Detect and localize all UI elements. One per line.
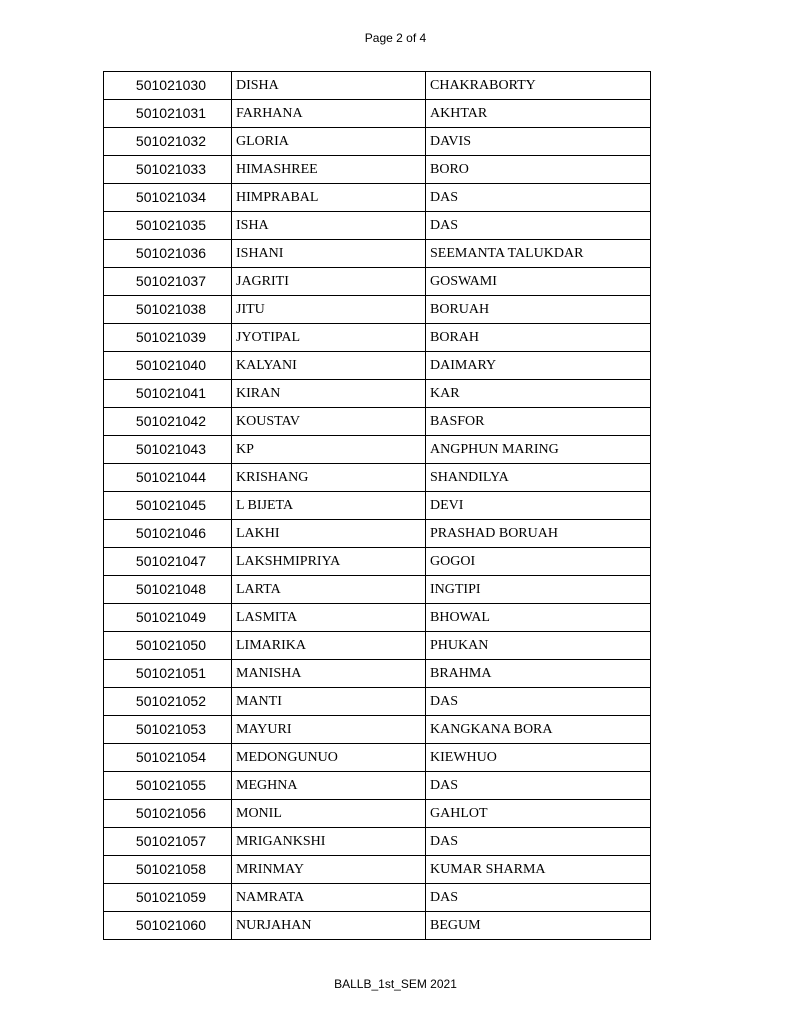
student-table-body [104,72,651,940]
table-row [104,212,651,240]
roll-number-cell: 501021032 [104,128,232,156]
roll-number-cell: 501021059 [104,884,232,912]
table-row [104,520,651,548]
roll-number-cell: 501021043 [104,436,232,464]
last-name-cell: KIEWHUO [426,744,651,772]
roll-number-cell: 501021049 [104,604,232,632]
last-name-cell: GAHLOT [426,800,651,828]
roll-number-cell: 501021052 [104,688,232,716]
table-row [104,464,651,492]
last-name-cell: KANGKANA BORA [426,716,651,744]
table-row [104,548,651,576]
roll-number-cell: 501021038 [104,296,232,324]
last-name-cell: DAIMARY [426,352,651,380]
first-name-cell: JITU [232,296,426,324]
roll-number-cell: 501021047 [104,548,232,576]
roll-number-cell: 501021054 [104,744,232,772]
last-name-cell: BEGUM [426,912,651,940]
table-row [104,800,651,828]
last-name-cell: DAS [426,772,651,800]
last-name-cell: SEEMANTA TALUKDAR [426,240,651,268]
last-name-cell: SHANDILYA [426,464,651,492]
last-name-cell: BORAH [426,324,651,352]
last-name-cell: PHUKAN [426,632,651,660]
first-name-cell: L BIJETA [232,492,426,520]
last-name-cell: DAS [426,212,651,240]
table-row [104,492,651,520]
roll-number-cell: 501021031 [104,100,232,128]
first-name-cell: MRINMAY [232,856,426,884]
first-name-cell: LARTA [232,576,426,604]
table-row [104,100,651,128]
first-name-cell: MANTI [232,688,426,716]
first-name-cell: MRIGANKSHI [232,828,426,856]
first-name-cell: HIMPRABAL [232,184,426,212]
last-name-cell: DAS [426,828,651,856]
first-name-cell: ISHA [232,212,426,240]
roll-number-cell: 501021055 [104,772,232,800]
first-name-cell: ISHANI [232,240,426,268]
table-row [104,268,651,296]
first-name-cell: HIMASHREE [232,156,426,184]
last-name-cell: BORUAH [426,296,651,324]
roll-number-cell: 501021042 [104,408,232,436]
table-row [104,632,651,660]
roll-number-cell: 501021044 [104,464,232,492]
last-name-cell: DAS [426,884,651,912]
first-name-cell: FARHANA [232,100,426,128]
first-name-cell: KP [232,436,426,464]
table-row [104,156,651,184]
roll-number-cell: 501021040 [104,352,232,380]
table-row [104,828,651,856]
first-name-cell: MONIL [232,800,426,828]
roll-number-cell: 501021039 [104,324,232,352]
first-name-cell: LASMITA [232,604,426,632]
roll-number-cell: 501021033 [104,156,232,184]
roll-number-cell: 501021053 [104,716,232,744]
first-name-cell: LAKHI [232,520,426,548]
table-row [104,688,651,716]
roll-number-cell: 501021045 [104,492,232,520]
last-name-cell: KUMAR SHARMA [426,856,651,884]
first-name-cell: LAKSHMIPRIYA [232,548,426,576]
table-row [104,604,651,632]
last-name-cell: GOGOI [426,548,651,576]
last-name-cell: DAS [426,688,651,716]
last-name-cell: BORO [426,156,651,184]
roll-number-cell: 501021056 [104,800,232,828]
roll-number-cell: 501021060 [104,912,232,940]
last-name-cell: CHAKRABORTY [426,72,651,100]
last-name-cell: DAVIS [426,128,651,156]
first-name-cell: KOUSTAV [232,408,426,436]
roll-number-cell: 501021050 [104,632,232,660]
last-name-cell: DEVI [426,492,651,520]
roll-number-cell: 501021046 [104,520,232,548]
table-row [104,576,651,604]
first-name-cell: LIMARIKA [232,632,426,660]
roll-number-cell: 501021041 [104,380,232,408]
first-name-cell: JYOTIPAL [232,324,426,352]
roll-number-cell: 501021036 [104,240,232,268]
table-row [104,184,651,212]
first-name-cell: KIRAN [232,380,426,408]
first-name-cell: KRISHANG [232,464,426,492]
roll-number-cell: 501021057 [104,828,232,856]
first-name-cell: KALYANI [232,352,426,380]
last-name-cell: ANGPHUN MARING [426,436,651,464]
last-name-cell: BHOWAL [426,604,651,632]
first-name-cell: JAGRITI [232,268,426,296]
roll-number-cell: 501021048 [104,576,232,604]
first-name-cell: NURJAHAN [232,912,426,940]
last-name-cell: BRAHMA [426,660,651,688]
first-name-cell: NAMRATA [232,884,426,912]
roll-number-cell: 501021035 [104,212,232,240]
first-name-cell: MAYURI [232,716,426,744]
roll-number-cell: 501021058 [104,856,232,884]
document-footer: BALLB_1st_SEM 2021 [334,977,457,991]
table-row [104,912,651,940]
first-name-cell: MEGHNA [232,772,426,800]
table-row [104,352,651,380]
table-row [104,772,651,800]
table-row [104,72,651,100]
last-name-cell: DAS [426,184,651,212]
table-row [104,240,651,268]
last-name-cell: GOSWAMI [426,268,651,296]
table-row [104,296,651,324]
first-name-cell: DISHA [232,72,426,100]
student-table [103,71,651,940]
table-row [104,716,651,744]
roll-number-cell: 501021037 [104,268,232,296]
table-row [104,408,651,436]
first-name-cell: MANISHA [232,660,426,688]
last-name-cell: PRASHAD BORUAH [426,520,651,548]
last-name-cell: AKHTAR [426,100,651,128]
table-row [104,436,651,464]
roll-number-cell: 501021034 [104,184,232,212]
table-row [104,380,651,408]
table-row [104,324,651,352]
first-name-cell: MEDONGUNUO [232,744,426,772]
table-row [104,128,651,156]
first-name-cell: GLORIA [232,128,426,156]
table-row [104,884,651,912]
last-name-cell: INGTIPI [426,576,651,604]
page-number: Page 2 of 4 [364,31,427,45]
roll-number-cell: 501021030 [104,72,232,100]
last-name-cell: KAR [426,380,651,408]
last-name-cell: BASFOR [426,408,651,436]
table-row [104,660,651,688]
table-row [104,744,651,772]
roll-number-cell: 501021051 [104,660,232,688]
table-row [104,856,651,884]
